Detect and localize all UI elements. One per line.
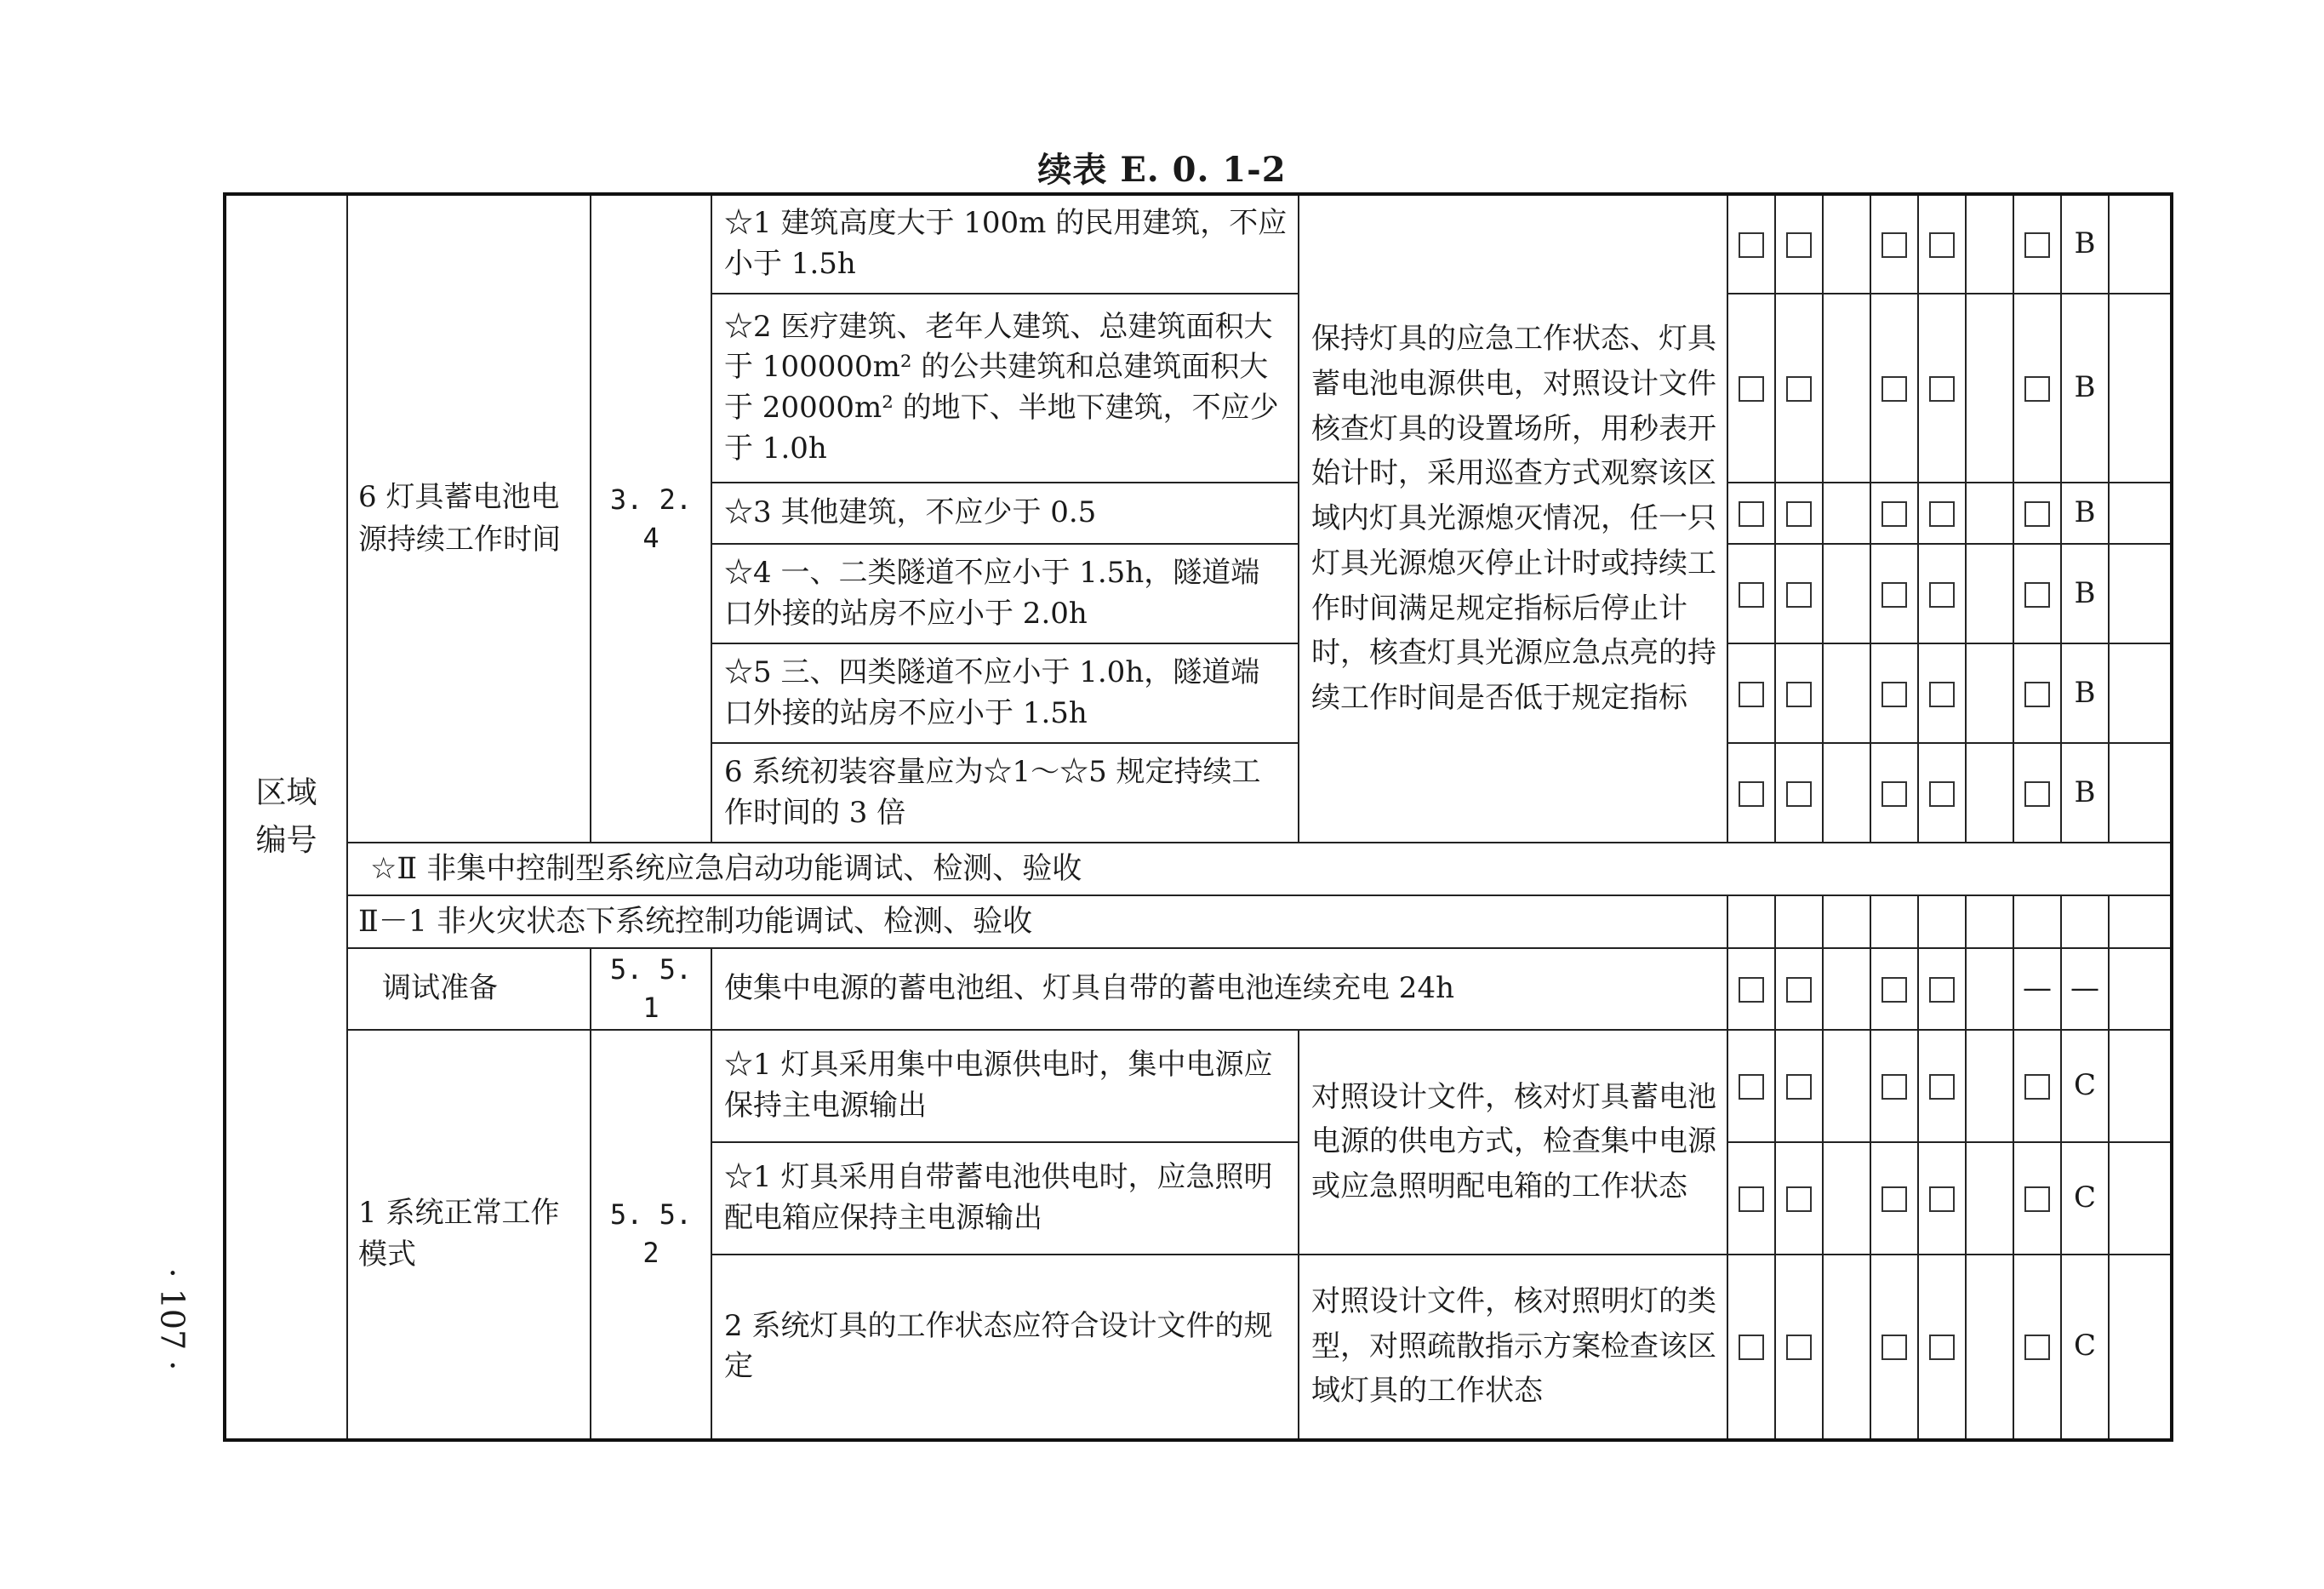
checkbox[interactable]: [1870, 743, 1918, 843]
checkbox[interactable]: [1870, 643, 1918, 743]
table-row: [225, 1030, 2172, 1142]
inspection-method: 对照设计文件，核对照明灯的类型，对照疏散指示方案检查该区域灯具的工作状态: [1299, 1255, 1727, 1440]
checkbox[interactable]: [1918, 294, 1966, 483]
checkbox[interactable]: [1727, 743, 1775, 843]
checkbox[interactable]: [1727, 948, 1775, 1030]
checkbox[interactable]: [2013, 1030, 2061, 1142]
blank-cell: [2109, 1030, 2172, 1142]
blank-cell: [1966, 1142, 2013, 1255]
checkbox[interactable]: [1918, 1255, 1966, 1440]
checkbox[interactable]: [1727, 1255, 1775, 1440]
blank-cell: [1823, 1030, 1870, 1142]
table-row: [225, 843, 2172, 895]
checkbox[interactable]: [1727, 1142, 1775, 1255]
blank-cell: [2109, 1142, 2172, 1255]
clause-number: 3. 2. 4: [591, 194, 711, 843]
blank-cell: [1823, 483, 1870, 544]
blank-cell: [1823, 544, 1870, 643]
checkbox[interactable]: [1775, 643, 1823, 743]
requirement-text: ☆1 建筑高度大于 100m 的民用建筑，不应小于 1.5h: [711, 194, 1299, 294]
blank-cell: [1966, 194, 2013, 294]
checkbox[interactable]: [2013, 294, 2061, 483]
blank-cell: [1823, 948, 1870, 1030]
blank-cell: [1966, 294, 2013, 483]
table-row: [225, 948, 2172, 1030]
checkbox[interactable]: [2013, 643, 2061, 743]
requirement-text: 6 系统初装容量应为☆1～☆5 规定持续工作时间的 3 倍: [711, 743, 1299, 843]
checkbox[interactable]: [1775, 544, 1823, 643]
checkbox[interactable]: [1727, 544, 1775, 643]
checkbox[interactable]: [2013, 1255, 2061, 1440]
blank-cell: [2109, 294, 2172, 483]
checkbox[interactable]: [1918, 643, 1966, 743]
checkbox[interactable]: [1775, 1030, 1823, 1142]
blank-cell: [1966, 948, 2013, 1030]
checkbox[interactable]: [1775, 294, 1823, 483]
checkbox[interactable]: [1870, 483, 1918, 544]
requirement-text: ☆1 灯具采用自带蓄电池供电时，应急照明配电箱应保持主电源输出: [711, 1142, 1299, 1255]
checkbox[interactable]: [1918, 544, 1966, 643]
requirement-text: ☆2 医疗建筑、老年人建筑、总建筑面积大于 100000m² 的公共建筑和总建筑面积大于 20000m² 的地下、半地下建筑，不应少于 1.0h: [711, 294, 1299, 483]
blank-cell: [1823, 194, 1870, 294]
item-name: 6 灯具蓄电池电源持续工作时间: [347, 194, 591, 843]
clause-number: 5. 5. 1: [591, 948, 711, 1030]
grade-label: C: [2061, 1142, 2109, 1255]
requirement-text: ☆4 一、二类隧道不应小于 1.5h，隧道端口外接的站房不应小于 2.0h: [711, 544, 1299, 643]
blank-cell: [2061, 895, 2109, 948]
blank-cell: [1823, 895, 1870, 948]
checkbox[interactable]: [1727, 294, 1775, 483]
requirement-text: ☆1 灯具采用集中电源供电时，集中电源应保持主电源输出: [711, 1030, 1299, 1142]
grade-label: —: [2013, 948, 2061, 1030]
checkbox[interactable]: [1918, 743, 1966, 843]
grade-label: C: [2061, 1030, 2109, 1142]
item-name: 1 系统正常工作模式: [347, 1030, 591, 1440]
checkbox[interactable]: [2013, 1142, 2061, 1255]
blank-cell: [2109, 194, 2172, 294]
page-number: · 107 ·: [153, 1267, 191, 1371]
grade-label: B: [2061, 194, 2109, 294]
checkbox[interactable]: [1775, 1142, 1823, 1255]
blank-cell: [1918, 895, 1966, 948]
checkbox[interactable]: [1870, 294, 1918, 483]
clause-number: 5. 5. 2: [591, 1030, 711, 1440]
blank-cell: [1823, 643, 1870, 743]
grade-label: B: [2061, 643, 2109, 743]
grade-label: B: [2061, 294, 2109, 483]
blank-cell: [2109, 1255, 2172, 1440]
grade-label: B: [2061, 483, 2109, 544]
blank-cell: [2109, 948, 2172, 1030]
blank-cell: [2013, 895, 2061, 948]
blank-cell: [1966, 1255, 2013, 1440]
blank-cell: [1966, 544, 2013, 643]
table-row: [225, 194, 2172, 294]
checkbox[interactable]: [1775, 194, 1823, 294]
checkbox[interactable]: [1870, 194, 1918, 294]
grade-label: B: [2061, 743, 2109, 843]
blank-cell: [2109, 643, 2172, 743]
grade-label: C: [2061, 1255, 2109, 1440]
blank-cell: [1775, 895, 1823, 948]
requirement-text: 2 系统灯具的工作状态应符合设计文件的规定: [711, 1255, 1299, 1440]
inspection-method: 保持灯具的应急工作状态、灯具蓄电池电源供电，对照设计文件核查灯具的设置场所，用秒表开始计时，采用巡查方式观察该区域内灯具光源熄灭情况，任一只灯具光源熄灭停止计时或持续工作时间满足规定指标后停止计时，核查灯具光源应急点亮的持续工作时间是否低于规定指标: [1299, 194, 1727, 843]
checkbox[interactable]: [2013, 483, 2061, 544]
section-title: ☆Ⅱ 非集中控制型系统应急启动功能调试、检测、验收: [347, 843, 2172, 895]
blank-cell: [1966, 895, 2013, 948]
table-caption: 续表 E. 0. 1-2: [1037, 150, 1287, 190]
blank-cell: [1966, 483, 2013, 544]
checkbox[interactable]: [1775, 948, 1823, 1030]
blank-cell: [2109, 483, 2172, 544]
blank-cell: [1823, 1255, 1870, 1440]
grade-label: —: [2061, 948, 2109, 1030]
checkbox[interactable]: [1918, 194, 1966, 294]
checkbox[interactable]: [2013, 194, 2061, 294]
checkbox[interactable]: [2013, 544, 2061, 643]
checkbox[interactable]: [1727, 194, 1775, 294]
checkbox[interactable]: [1775, 1255, 1823, 1440]
inspection-table: [223, 192, 2173, 1442]
subsection-title: Ⅱ－1 非火灾状态下系统控制功能调试、检测、验收: [347, 895, 1727, 948]
requirement-text: ☆5 三、四类隧道不应小于 1.0h，隧道端口外接的站房不应小于 1.5h: [711, 643, 1299, 743]
checkbox[interactable]: [1918, 948, 1966, 1030]
requirement-text: 使集中电源的蓄电池组、灯具自带的蓄电池连续充电 24h: [711, 948, 1727, 1030]
checkbox[interactable]: [1870, 1030, 1918, 1142]
blank-cell: [1966, 643, 2013, 743]
blank-cell: [1870, 895, 1918, 948]
checkbox[interactable]: [1727, 483, 1775, 544]
blank-cell: [1823, 294, 1870, 483]
checkbox[interactable]: [1918, 483, 1966, 544]
blank-cell: [2109, 544, 2172, 643]
checkbox[interactable]: [1870, 948, 1918, 1030]
table-row: [225, 895, 2172, 948]
zone-number-label: 区域 编号: [225, 194, 347, 1440]
item-name: 调试准备: [347, 948, 591, 1030]
requirement-text: ☆3 其他建筑，不应少于 0.5: [711, 483, 1299, 544]
inspection-method: 对照设计文件，核对灯具蓄电池电源的供电方式，检查集中电源或应急照明配电箱的工作状态: [1299, 1030, 1727, 1255]
checkbox[interactable]: [1727, 643, 1775, 743]
blank-cell: [1823, 1142, 1870, 1255]
checkbox[interactable]: [1918, 1142, 1966, 1255]
checkbox[interactable]: [1870, 544, 1918, 643]
blank-cell: [1823, 743, 1870, 843]
blank-cell: [1727, 895, 1775, 948]
checkbox[interactable]: [1775, 483, 1823, 544]
blank-cell: [2109, 895, 2172, 948]
blank-cell: [1966, 1030, 2013, 1142]
checkbox[interactable]: [1727, 1030, 1775, 1142]
checkbox[interactable]: [1870, 1142, 1918, 1255]
grade-label: B: [2061, 544, 2109, 643]
checkbox[interactable]: [1870, 1255, 1918, 1440]
checkbox[interactable]: [2013, 743, 2061, 843]
checkbox[interactable]: [1918, 1030, 1966, 1142]
checkbox[interactable]: [1775, 743, 1823, 843]
blank-cell: [2109, 743, 2172, 843]
blank-cell: [1966, 743, 2013, 843]
